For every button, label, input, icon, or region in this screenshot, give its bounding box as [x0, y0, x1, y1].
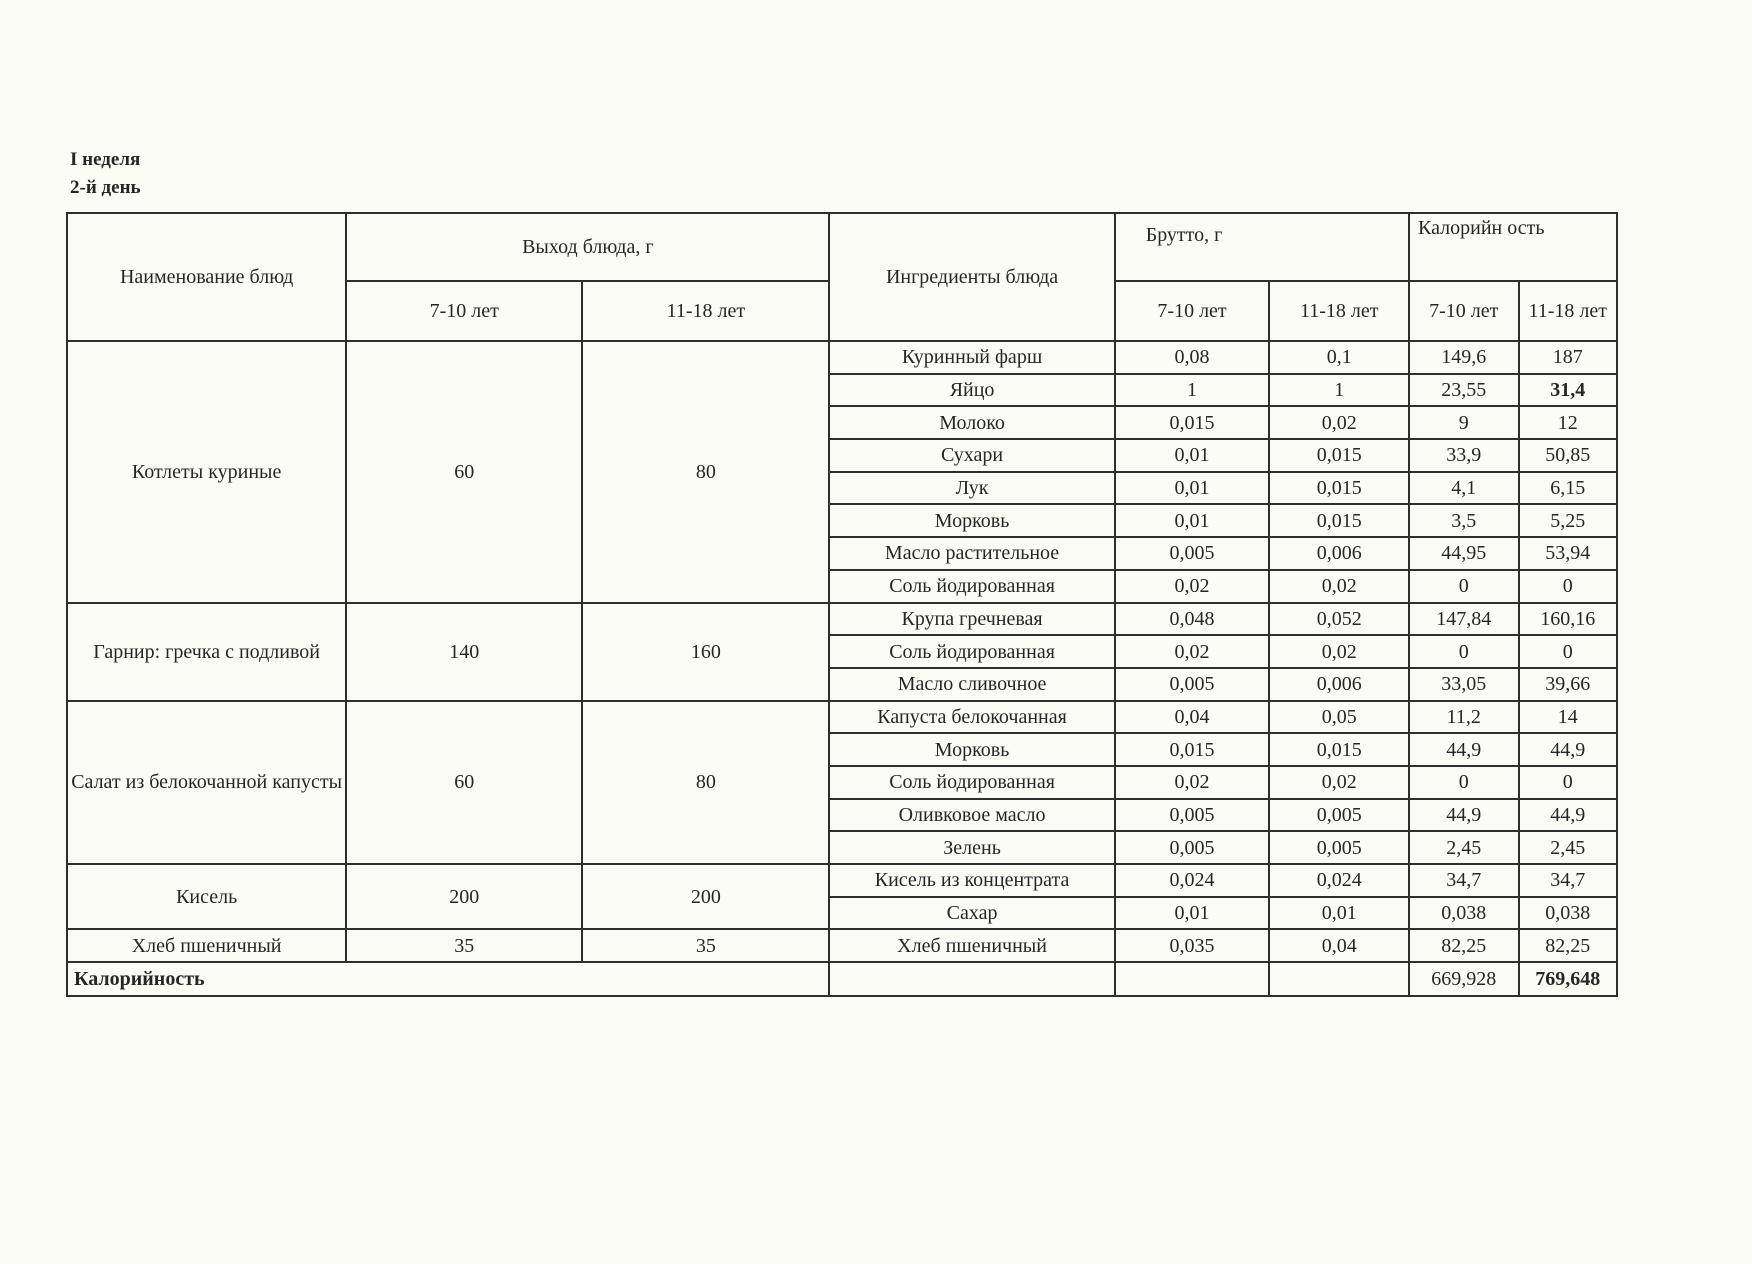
- calories-11-18-cell: 34,7: [1519, 864, 1617, 897]
- ingredient-name-cell: Масло растительное: [829, 537, 1114, 570]
- gross-11-18-cell: 0,006: [1269, 537, 1409, 570]
- calories-11-18-cell: 0: [1519, 570, 1617, 603]
- gross-11-18-cell: 0,006: [1269, 668, 1409, 701]
- header-calories-text: Калорийн ость: [1418, 217, 1545, 239]
- calories-11-18-cell: 0: [1519, 766, 1617, 799]
- gross-11-18-cell: 0,02: [1269, 635, 1409, 668]
- dish-yield-11-18-cell: 160: [582, 603, 829, 701]
- menu-table-body: [67, 213, 1617, 996]
- ingredient-name-cell: Соль йодированная: [829, 766, 1114, 799]
- calories-7-10-cell: 0: [1409, 635, 1518, 668]
- total-calories-11-18: 769,648: [1519, 962, 1617, 996]
- total-calories-7-10: 669,928: [1409, 962, 1518, 996]
- header-calories: [1409, 213, 1617, 281]
- gross-7-10-cell: 1: [1115, 374, 1270, 407]
- ingredient-name-cell: Крупа гречневая: [829, 603, 1114, 636]
- calories-11-18-cell: 53,94: [1519, 537, 1617, 570]
- gross-7-10-cell: 0,005: [1115, 831, 1270, 864]
- dish-yield-7-10-cell: 60: [346, 341, 582, 603]
- calories-11-18-cell: 50,85: [1519, 439, 1617, 472]
- calories-7-10-cell: 44,95: [1409, 537, 1518, 570]
- week-label: I неделя: [70, 149, 141, 170]
- calories-7-10-cell: 33,05: [1409, 668, 1518, 701]
- calories-11-18-cell: 44,9: [1519, 799, 1617, 832]
- ingredient-name-cell: Яйцо: [829, 374, 1114, 407]
- ingredient-name-cell: Сухари: [829, 439, 1114, 472]
- gross-11-18-cell: 0,015: [1269, 504, 1409, 537]
- dish-yield-7-10-cell: 140: [346, 603, 582, 701]
- gross-7-10-cell: 0,04: [1115, 701, 1270, 734]
- dish-name-cell: Салат из белокочанной капусты: [67, 701, 346, 864]
- ingredient-name-cell: Молоко: [829, 406, 1114, 439]
- calories-7-10-cell: 11,2: [1409, 701, 1518, 734]
- gross-11-18-cell: 0,02: [1269, 766, 1409, 799]
- calories-7-10-cell: 4,1: [1409, 472, 1518, 505]
- gross-7-10-cell: 0,01: [1115, 897, 1270, 930]
- gross-7-10-cell: 0,02: [1115, 570, 1270, 603]
- total-empty-ingredients: [829, 962, 1114, 996]
- calories-7-10-cell: 0: [1409, 570, 1518, 603]
- dish-yield-11-18-cell: 200: [582, 864, 829, 929]
- calories-7-10-cell: 147,84: [1409, 603, 1518, 636]
- header-cal-7-10: 7-10 лет: [1409, 281, 1518, 341]
- calories-7-10-cell: 9: [1409, 406, 1518, 439]
- table-row: [67, 701, 1617, 734]
- gross-11-18-cell: 0,04: [1269, 929, 1409, 962]
- day-label: 2-й день: [70, 177, 141, 198]
- ingredient-name-cell: Соль йодированная: [829, 570, 1114, 603]
- gross-7-10-cell: 0,048: [1115, 603, 1270, 636]
- total-row: [67, 962, 1617, 996]
- header-row-1: [67, 213, 1617, 281]
- calories-7-10-cell: 149,6: [1409, 341, 1518, 374]
- ingredient-name-cell: Сахар: [829, 897, 1114, 930]
- ingredient-name-cell: Капуста белокочанная: [829, 701, 1114, 734]
- calories-11-18-cell: 14: [1519, 701, 1617, 734]
- header-gross-11-18: 11-18 лет: [1269, 281, 1409, 341]
- table-row: [67, 864, 1617, 897]
- header-ingredients: Ингредиенты блюда: [829, 213, 1114, 341]
- gross-11-18-cell: 0,005: [1269, 799, 1409, 832]
- gross-11-18-cell: 0,005: [1269, 831, 1409, 864]
- gross-7-10-cell: 0,01: [1115, 439, 1270, 472]
- calories-11-18-cell: 82,25: [1519, 929, 1617, 962]
- calories-7-10-cell: 0: [1409, 766, 1518, 799]
- calories-7-10-cell: 33,9: [1409, 439, 1518, 472]
- ingredient-name-cell: Оливковое масло: [829, 799, 1114, 832]
- ingredient-name-cell: Зелень: [829, 831, 1114, 864]
- ingredient-name-cell: Соль йодированная: [829, 635, 1114, 668]
- header-yield-7-10: 7-10 лет: [346, 281, 582, 341]
- gross-11-18-cell: 0,01: [1269, 897, 1409, 930]
- gross-11-18-cell: 0,052: [1269, 603, 1409, 636]
- calories-7-10-cell: 44,9: [1409, 799, 1518, 832]
- gross-7-10-cell: 0,02: [1115, 766, 1270, 799]
- header-yield: Выход блюда, г: [346, 213, 829, 281]
- dish-yield-11-18-cell: 80: [582, 701, 829, 864]
- calories-7-10-cell: 0,038: [1409, 897, 1518, 930]
- total-empty-gross-11-18: [1269, 962, 1409, 996]
- calories-11-18-cell: 39,66: [1519, 668, 1617, 701]
- ingredient-name-cell: Масло сливочное: [829, 668, 1114, 701]
- header-gross: Брутто, г: [1115, 213, 1409, 281]
- calories-11-18-cell: 6,15: [1519, 472, 1617, 505]
- gross-7-10-cell: 0,035: [1115, 929, 1270, 962]
- dish-name-cell: Хлеб пшеничный: [67, 929, 346, 962]
- gross-11-18-cell: 0,02: [1269, 406, 1409, 439]
- ingredient-name-cell: Морковь: [829, 504, 1114, 537]
- table-row: [67, 603, 1617, 636]
- dish-name-cell: Котлеты куриные: [67, 341, 346, 603]
- header-gross-7-10: 7-10 лет: [1115, 281, 1270, 341]
- gross-11-18-cell: 0,015: [1269, 733, 1409, 766]
- dish-yield-11-18-cell: 35: [582, 929, 829, 962]
- calories-7-10-cell: 82,25: [1409, 929, 1518, 962]
- ingredient-name-cell: Кисель из концентрата: [829, 864, 1114, 897]
- dish-yield-11-18-cell: 80: [582, 341, 829, 603]
- gross-11-18-cell: 0,015: [1269, 439, 1409, 472]
- document-heading: [70, 146, 141, 202]
- header-yield-11-18: 11-18 лет: [582, 281, 829, 341]
- dish-yield-7-10-cell: 200: [346, 864, 582, 929]
- gross-7-10-cell: 0,005: [1115, 799, 1270, 832]
- calories-7-10-cell: 3,5: [1409, 504, 1518, 537]
- calories-11-18-cell: 160,16: [1519, 603, 1617, 636]
- gross-7-10-cell: 0,015: [1115, 733, 1270, 766]
- calories-11-18-cell: 187: [1519, 341, 1617, 374]
- calories-7-10-cell: 23,55: [1409, 374, 1518, 407]
- gross-11-18-cell: 0,1: [1269, 341, 1409, 374]
- calories-11-18-cell: 31,4: [1519, 374, 1617, 407]
- gross-11-18-cell: 0,05: [1269, 701, 1409, 734]
- header-cal-11-18: 11-18 лет: [1519, 281, 1617, 341]
- calories-11-18-cell: 12: [1519, 406, 1617, 439]
- gross-11-18-cell: 0,024: [1269, 864, 1409, 897]
- gross-11-18-cell: 0,02: [1269, 570, 1409, 603]
- calories-11-18-cell: 44,9: [1519, 733, 1617, 766]
- ingredient-name-cell: Лук: [829, 472, 1114, 505]
- calories-7-10-cell: 44,9: [1409, 733, 1518, 766]
- dish-yield-7-10-cell: 35: [346, 929, 582, 962]
- gross-11-18-cell: 0,015: [1269, 472, 1409, 505]
- total-label: Калорийность: [67, 962, 829, 996]
- ingredient-name-cell: Хлеб пшеничный: [829, 929, 1114, 962]
- calories-11-18-cell: 0,038: [1519, 897, 1617, 930]
- total-empty-gross-7-10: [1115, 962, 1270, 996]
- dish-yield-7-10-cell: 60: [346, 701, 582, 864]
- calories-11-18-cell: 5,25: [1519, 504, 1617, 537]
- gross-7-10-cell: 0,005: [1115, 668, 1270, 701]
- calories-7-10-cell: 2,45: [1409, 831, 1518, 864]
- dish-name-cell: Гарнир: гречка с подливой: [67, 603, 346, 701]
- gross-7-10-cell: 0,024: [1115, 864, 1270, 897]
- gross-7-10-cell: 0,01: [1115, 472, 1270, 505]
- ingredient-name-cell: Куринный фарш: [829, 341, 1114, 374]
- gross-7-10-cell: 0,08: [1115, 341, 1270, 374]
- table-row: [67, 929, 1617, 962]
- table-row: [67, 341, 1617, 374]
- header-dish-name: Наименование блюд: [67, 213, 346, 341]
- ingredient-name-cell: Морковь: [829, 733, 1114, 766]
- calories-11-18-cell: 0: [1519, 635, 1617, 668]
- calories-7-10-cell: 34,7: [1409, 864, 1518, 897]
- gross-7-10-cell: 0,015: [1115, 406, 1270, 439]
- gross-11-18-cell: 1: [1269, 374, 1409, 407]
- calories-11-18-cell: 2,45: [1519, 831, 1617, 864]
- gross-7-10-cell: 0,005: [1115, 537, 1270, 570]
- gross-7-10-cell: 0,01: [1115, 504, 1270, 537]
- dish-name-cell: Кисель: [67, 864, 346, 929]
- menu-table: [66, 212, 1618, 997]
- gross-7-10-cell: 0,02: [1115, 635, 1270, 668]
